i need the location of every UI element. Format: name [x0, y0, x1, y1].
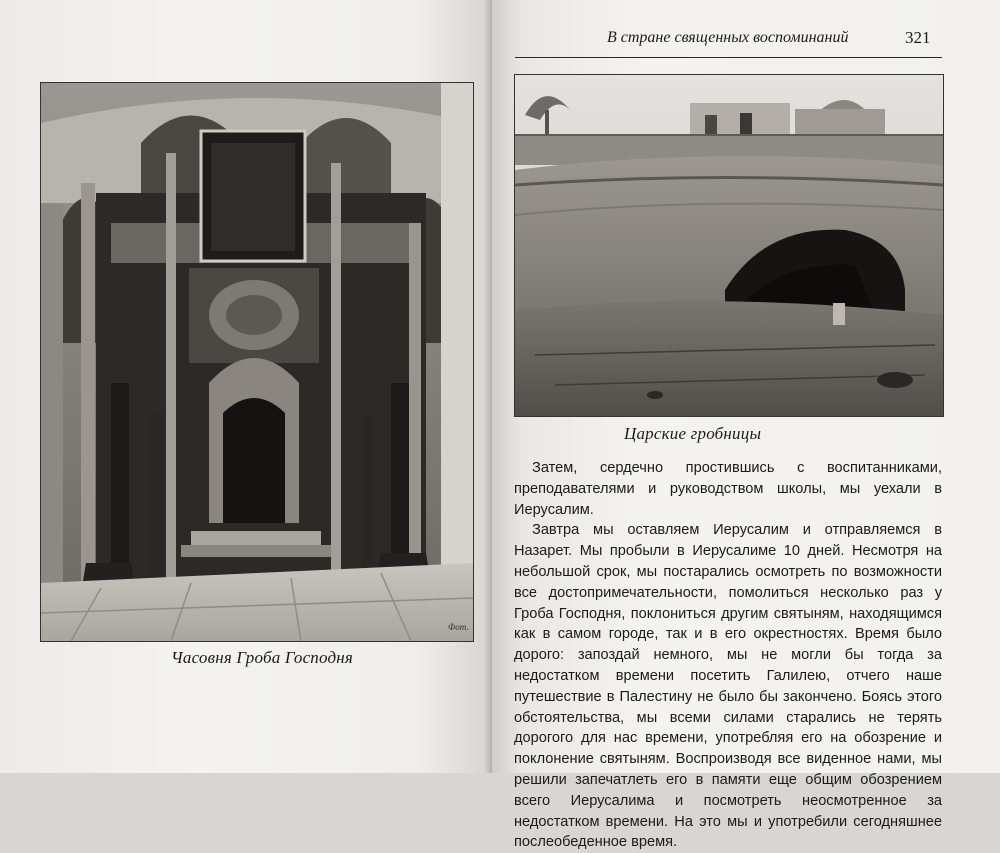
left-page [0, 0, 492, 773]
photo-tombs-of-the-kings [514, 74, 944, 417]
photo-signature: Фот. [448, 622, 469, 632]
tombs-illustration [515, 75, 943, 416]
right-photo-caption: Царские гробницы [624, 424, 762, 443]
photo-chapel-of-holy-sepulchre [40, 82, 474, 642]
running-head: В стране священных воспоминаний [607, 29, 849, 46]
paragraph-2: Завтра мы оставляем Иерусалим и отправляемся в Назарет. Мы пробыли в Иерусалиме 10 дней. Несмотря на небольшой срок, мы постарались осмотреть по возможности все достопримечательности, помолиться несколько раз у Гроба Господня, поклониться другим святыням, находящимся как в самом городе, так и в его окрестностях. Время было дорого: запоздай немного, мы не могли бы тогда за недостатком времени посетить Галилею, отчего наше путешествие в Палестину не было бы закончено. Боясь этого обстоятельства, мы всеми силами старались не терять дорогого для нас времени, употребляя его на обозрение и поклонение святыням. Воспроизводя все виденное нами, мы решили запечатлеть его в памяти еще общим обозрением всего Иерусалима и посмотреть неосмотренное за недостатком времени. На это мы и употребили сегодняшнее послеобеденное время. [514, 522, 942, 851]
body-text [514, 458, 942, 853]
chapel-illustration [41, 83, 473, 641]
paragraph-1: Затем, сердечно простившись с воспитанниками, преподавателями и руководством школы, мы уехали в Иерусалим. [514, 460, 942, 518]
header-rule [515, 57, 942, 58]
page-number: 321 [905, 28, 931, 47]
left-photo-caption: Часовня Гроба Господня [171, 648, 354, 667]
